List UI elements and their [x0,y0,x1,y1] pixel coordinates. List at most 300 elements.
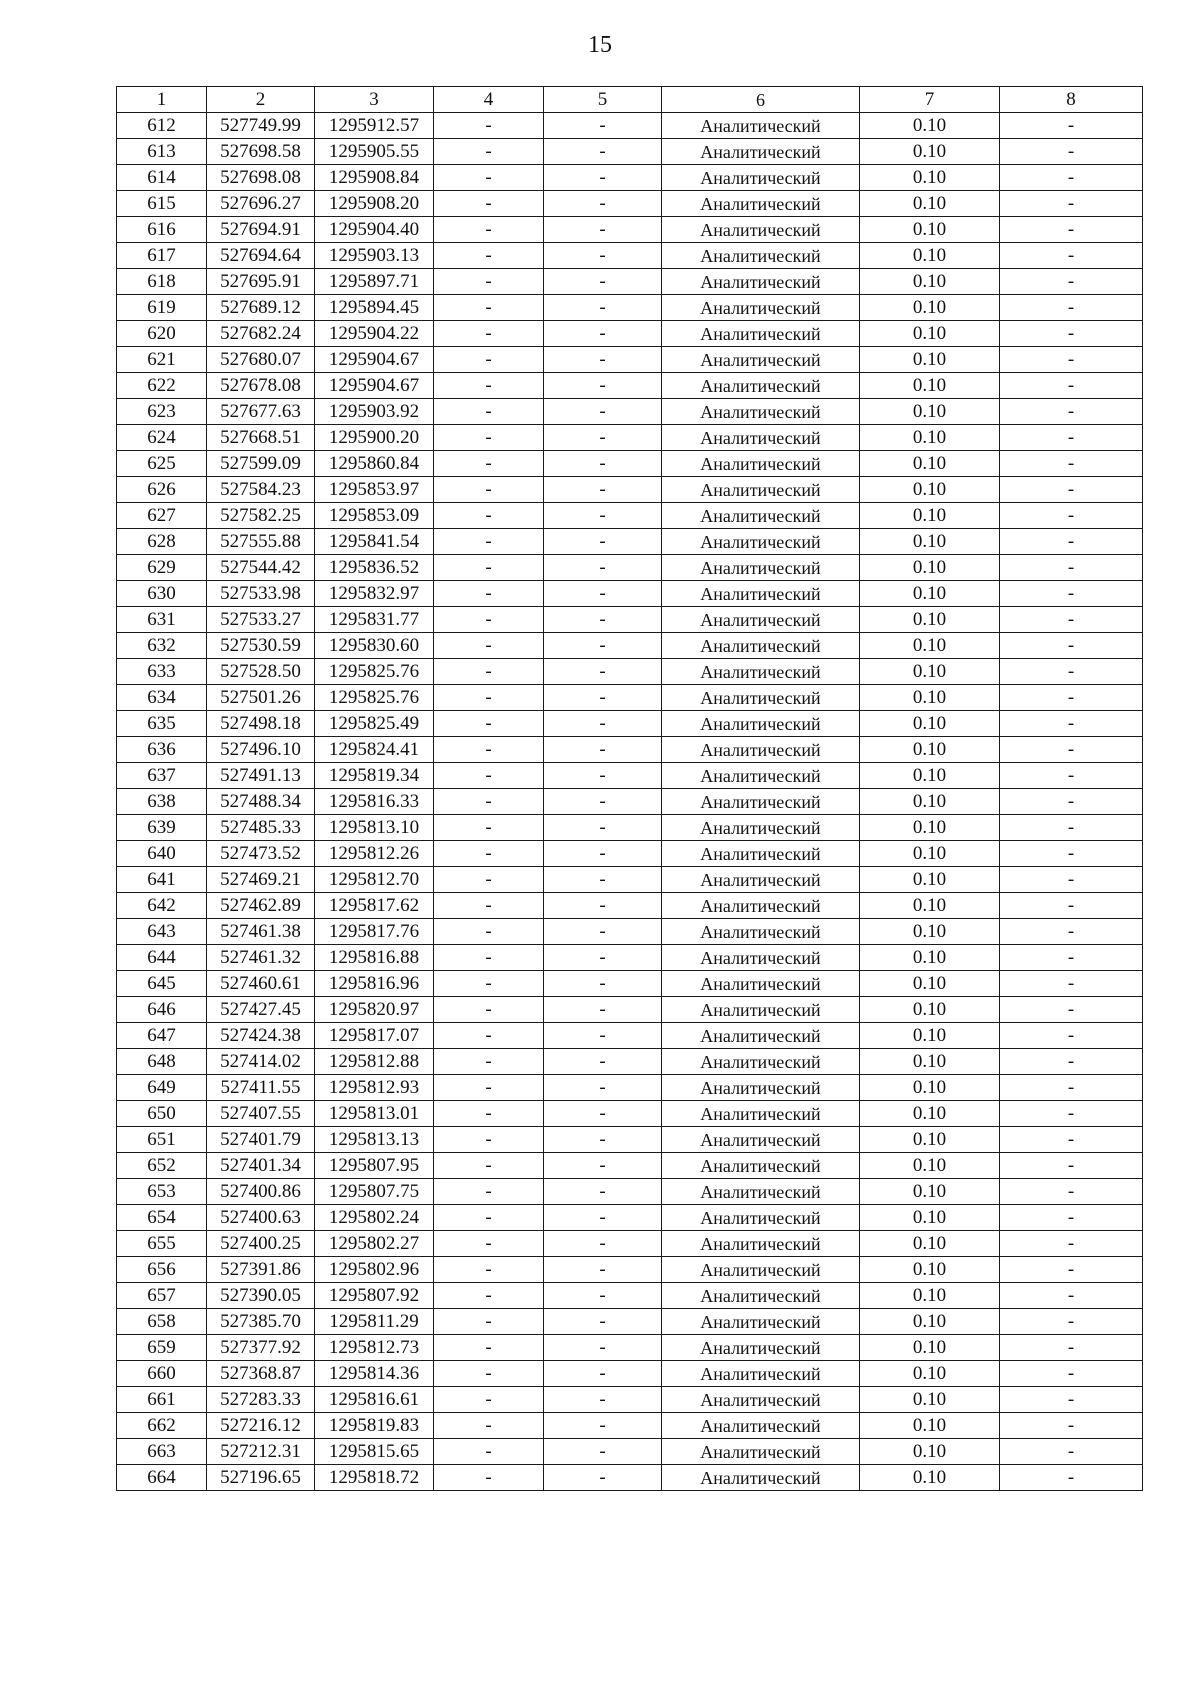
cell-column-8: - [1000,295,1143,321]
table-row [117,1465,1143,1491]
table-row [117,737,1143,763]
cell-coordinate-x: 2 [207,87,315,113]
cell-method: Аналитический [662,1361,860,1387]
table-row [117,1101,1143,1127]
cell-column-8: - [1000,815,1143,841]
table-row [117,607,1143,633]
cell-column-8: - [1000,503,1143,529]
table-row [117,1413,1143,1439]
cell-coordinate-x: 527544.42 [207,555,315,581]
cell-accuracy: 7 [860,87,1000,113]
cell-point-number: 663 [117,1439,207,1465]
cell-point-number: 626 [117,477,207,503]
cell-column-8: - [1000,529,1143,555]
cell-method: Аналитический [662,581,860,607]
cell-column-5: - [544,217,662,243]
cell-coordinate-y: 1295903.92 [315,399,434,425]
cell-column-4: - [434,1127,544,1153]
cell-point-number: 646 [117,997,207,1023]
cell-method: Аналитический [662,165,860,191]
cell-coordinate-y: 1295853.97 [315,477,434,503]
cell-column-8: - [1000,711,1143,737]
cell-column-8: 8 [1000,87,1143,113]
cell-coordinate-x: 527485.33 [207,815,315,841]
cell-method: Аналитический [662,321,860,347]
cell-accuracy: 0.10 [860,815,1000,841]
cell-column-5: - [544,243,662,269]
cell-accuracy: 0.10 [860,789,1000,815]
cell-coordinate-y: 1295903.13 [315,243,434,269]
table-row [117,1049,1143,1075]
cell-accuracy: 0.10 [860,581,1000,607]
cell-column-5: - [544,1205,662,1231]
cell-coordinate-x: 527695.91 [207,269,315,295]
cell-coordinate-y: 1295813.10 [315,815,434,841]
cell-accuracy: 0.10 [860,503,1000,529]
cell-column-5: - [544,1283,662,1309]
cell-method: Аналитический [662,269,860,295]
cell-point-number: 648 [117,1049,207,1075]
cell-column-4: - [434,1153,544,1179]
cell-column-5: - [544,269,662,295]
table-row [117,1283,1143,1309]
cell-column-5: - [544,1413,662,1439]
cell-column-8: - [1000,399,1143,425]
cell-coordinate-x: 527411.55 [207,1075,315,1101]
cell-method: Аналитический [662,1127,860,1153]
cell-column-5: - [544,477,662,503]
cell-method: Аналитический [662,1231,860,1257]
cell-column-8: - [1000,867,1143,893]
cell-coordinate-y: 1295824.41 [315,737,434,763]
cell-coordinate-y: 1295908.84 [315,165,434,191]
cell-coordinate-x: 527677.63 [207,399,315,425]
cell-coordinate-x: 527391.86 [207,1257,315,1283]
table-row [117,555,1143,581]
cell-coordinate-x: 527530.59 [207,633,315,659]
cell-column-8: - [1000,945,1143,971]
cell-accuracy: 0.10 [860,217,1000,243]
cell-method: Аналитический [662,633,860,659]
cell-point-number: 637 [117,763,207,789]
cell-column-8: - [1000,477,1143,503]
cell-accuracy: 0.10 [860,269,1000,295]
cell-coordinate-x: 527678.08 [207,373,315,399]
cell-column-4: - [434,893,544,919]
cell-column-4: - [434,321,544,347]
table-row [117,815,1143,841]
cell-accuracy: 0.10 [860,1127,1000,1153]
cell-column-5: - [544,815,662,841]
cell-method: Аналитический [662,607,860,633]
cell-column-8: - [1000,971,1143,997]
cell-column-8: - [1000,659,1143,685]
cell-coordinate-y: 1295813.13 [315,1127,434,1153]
cell-point-number: 653 [117,1179,207,1205]
cell-method: Аналитический [662,503,860,529]
cell-method: Аналитический [662,1049,860,1075]
cell-accuracy: 0.10 [860,919,1000,945]
table-row [117,711,1143,737]
cell-method: Аналитический [662,1179,860,1205]
cell-accuracy: 0.10 [860,633,1000,659]
table-row [117,113,1143,139]
cell-column-5: - [544,867,662,893]
table-row [117,893,1143,919]
cell-coordinate-y: 1295812.88 [315,1049,434,1075]
cell-coordinate-y: 1295904.67 [315,347,434,373]
cell-column-5: - [544,789,662,815]
cell-column-4: - [434,581,544,607]
table-header-row [117,87,1143,113]
cell-column-4: - [434,347,544,373]
cell-method: Аналитический [662,685,860,711]
page-number: 15 [588,32,612,58]
cell-column-5: - [544,425,662,451]
cell-coordinate-x: 527461.32 [207,945,315,971]
cell-column-4: - [434,815,544,841]
cell-method: Аналитический [662,737,860,763]
table-row [117,347,1143,373]
cell-column-5: - [544,1049,662,1075]
cell-column-5: - [544,633,662,659]
cell-coordinate-x: 527216.12 [207,1413,315,1439]
cell-column-5: - [544,1439,662,1465]
cell-column-8: - [1000,893,1143,919]
cell-coordinate-x: 527749.99 [207,113,315,139]
cell-column-5: - [544,1127,662,1153]
cell-column-5: - [544,555,662,581]
cell-accuracy: 0.10 [860,997,1000,1023]
cell-coordinate-x: 527469.21 [207,867,315,893]
table-row [117,217,1143,243]
cell-column-4: - [434,841,544,867]
cell-coordinate-x: 527400.63 [207,1205,315,1231]
table-row [117,503,1143,529]
cell-accuracy: 0.10 [860,477,1000,503]
cell-column-8: - [1000,373,1143,399]
table-row [117,191,1143,217]
table-row [117,399,1143,425]
table-row [117,425,1143,451]
table-row [117,1023,1143,1049]
cell-accuracy: 0.10 [860,1413,1000,1439]
cell-point-number: 634 [117,685,207,711]
cell-column-5: - [544,581,662,607]
cell-column-5: - [544,1335,662,1361]
cell-column-5: - [544,1231,662,1257]
cell-point-number: 658 [117,1309,207,1335]
cell-coordinate-x: 527668.51 [207,425,315,451]
cell-column-4: - [434,711,544,737]
cell-accuracy: 0.10 [860,425,1000,451]
cell-point-number: 638 [117,789,207,815]
cell-coordinate-y: 1295820.97 [315,997,434,1023]
cell-method: Аналитический [662,1023,860,1049]
cell-accuracy: 0.10 [860,893,1000,919]
cell-column-8: - [1000,1361,1143,1387]
table-row [117,945,1143,971]
cell-column-5: - [544,1309,662,1335]
cell-point-number: 649 [117,1075,207,1101]
cell-coordinate-x: 527377.92 [207,1335,315,1361]
cell-point-number: 662 [117,1413,207,1439]
cell-coordinate-y: 1295815.65 [315,1439,434,1465]
cell-accuracy: 0.10 [860,1205,1000,1231]
table-row [117,243,1143,269]
cell-column-4: - [434,1101,544,1127]
cell-column-5: - [544,347,662,373]
cell-coordinate-y: 1295807.92 [315,1283,434,1309]
table-row [117,139,1143,165]
cell-column-5: - [544,997,662,1023]
cell-column-5: - [544,399,662,425]
cell-accuracy: 0.10 [860,347,1000,373]
table-row [117,1335,1143,1361]
cell-column-5: - [544,685,662,711]
cell-column-8: - [1000,321,1143,347]
cell-accuracy: 0.10 [860,1257,1000,1283]
cell-column-5: - [544,113,662,139]
cell-accuracy: 0.10 [860,295,1000,321]
cell-coordinate-x: 527599.09 [207,451,315,477]
cell-column-4: - [434,997,544,1023]
cell-coordinate-y: 1295860.84 [315,451,434,477]
cell-column-8: - [1000,1335,1143,1361]
cell-accuracy: 0.10 [860,607,1000,633]
cell-coordinate-y: 1295812.93 [315,1075,434,1101]
cell-point-number: 622 [117,373,207,399]
table-row [117,841,1143,867]
cell-column-4: - [434,633,544,659]
cell-point-number: 643 [117,919,207,945]
cell-column-4: - [434,399,544,425]
cell-accuracy: 0.10 [860,1439,1000,1465]
cell-column-4: - [434,217,544,243]
cell-point-number: 640 [117,841,207,867]
cell-coordinate-y: 1295816.61 [315,1387,434,1413]
cell-column-5: - [544,711,662,737]
cell-column-4: - [434,1439,544,1465]
cell-column-5: - [544,529,662,555]
cell-column-5: - [544,165,662,191]
cell-column-8: - [1000,841,1143,867]
cell-point-number: 655 [117,1231,207,1257]
cell-column-5: - [544,451,662,477]
cell-point-number: 623 [117,399,207,425]
table-row [117,165,1143,191]
cell-point-number: 618 [117,269,207,295]
cell-column-4: - [434,1205,544,1231]
table-row [117,1361,1143,1387]
cell-column-5: - [544,139,662,165]
cell-column-8: - [1000,1257,1143,1283]
cell-column-8: - [1000,1101,1143,1127]
cell-method: Аналитический [662,243,860,269]
cell-column-4: - [434,1309,544,1335]
table-row [117,1257,1143,1283]
cell-column-4: - [434,763,544,789]
cell-column-5: - [544,321,662,347]
cell-method: Аналитический [662,815,860,841]
cell-column-4: - [434,295,544,321]
cell-point-number: 615 [117,191,207,217]
cell-accuracy: 0.10 [860,1361,1000,1387]
cell-column-4: - [434,1049,544,1075]
cell-accuracy: 0.10 [860,1179,1000,1205]
cell-column-4: - [434,477,544,503]
table-row [117,685,1143,711]
cell-method: Аналитический [662,1465,860,1491]
cell-column-8: - [1000,113,1143,139]
cell-column-4: - [434,867,544,893]
cell-column-4: - [434,1283,544,1309]
cell-column-8: - [1000,1387,1143,1413]
cell-method: Аналитический [662,919,860,945]
table-row [117,477,1143,503]
cell-coordinate-x: 527582.25 [207,503,315,529]
cell-point-number: 633 [117,659,207,685]
cell-column-4: - [434,555,544,581]
cell-method: Аналитический [662,295,860,321]
cell-coordinate-y: 1295900.20 [315,425,434,451]
cell-method: Аналитический [662,1387,860,1413]
cell-column-5: - [544,1101,662,1127]
cell-method: Аналитический [662,1283,860,1309]
cell-accuracy: 0.10 [860,867,1000,893]
cell-point-number: 621 [117,347,207,373]
cell-accuracy: 0.10 [860,1465,1000,1491]
cell-coordinate-y: 1295814.36 [315,1361,434,1387]
cell-method: Аналитический [662,841,860,867]
cell-column-4: - [434,919,544,945]
cell-coordinate-x: 527414.02 [207,1049,315,1075]
cell-column-8: - [1000,581,1143,607]
cell-accuracy: 0.10 [860,139,1000,165]
cell-column-4: - [434,1231,544,1257]
cell-column-8: - [1000,1439,1143,1465]
table-row [117,1153,1143,1179]
cell-accuracy: 0.10 [860,1309,1000,1335]
cell-coordinate-y: 1295816.33 [315,789,434,815]
table-row [117,633,1143,659]
cell-column-4: - [434,685,544,711]
cell-column-8: - [1000,1465,1143,1491]
cell-column-8: - [1000,191,1143,217]
cell-point-number: 647 [117,1023,207,1049]
cell-column-4: - [434,945,544,971]
cell-coordinate-x: 527682.24 [207,321,315,347]
cell-accuracy: 0.10 [860,1231,1000,1257]
cell-accuracy: 0.10 [860,1101,1000,1127]
cell-point-number: 627 [117,503,207,529]
cell-accuracy: 0.10 [860,1335,1000,1361]
cell-column-8: - [1000,1413,1143,1439]
cell-column-5: - [544,607,662,633]
cell-coordinate-x: 527698.08 [207,165,315,191]
cell-column-5: - [544,945,662,971]
cell-coordinate-y: 1295904.40 [315,217,434,243]
cell-coordinate-y: 1295819.83 [315,1413,434,1439]
table-row [117,867,1143,893]
cell-method: Аналитический [662,1413,860,1439]
cell-point-number: 641 [117,867,207,893]
cell-point-number: 613 [117,139,207,165]
cell-coordinate-x: 527689.12 [207,295,315,321]
cell-point-number: 654 [117,1205,207,1231]
cell-point-number: 639 [117,815,207,841]
cell-point-number: 657 [117,1283,207,1309]
cell-coordinate-x: 527584.23 [207,477,315,503]
cell-point-number: 661 [117,1387,207,1413]
cell-column-8: - [1000,737,1143,763]
cell-coordinate-y: 1295817.07 [315,1023,434,1049]
cell-column-4: - [434,1387,544,1413]
cell-coordinate-x: 527680.07 [207,347,315,373]
cell-point-number: 632 [117,633,207,659]
cell-column-8: - [1000,997,1143,1023]
cell-coordinate-x: 527473.52 [207,841,315,867]
cell-coordinate-y: 1295818.72 [315,1465,434,1491]
cell-method: Аналитический [662,347,860,373]
cell-method: Аналитический [662,191,860,217]
table-row [117,763,1143,789]
table-row [117,269,1143,295]
cell-column-4: - [434,425,544,451]
cell-coordinate-y: 1295825.76 [315,685,434,711]
cell-column-8: - [1000,217,1143,243]
table-row [117,295,1143,321]
cell-coordinate-y: 1295807.75 [315,1179,434,1205]
cell-method: Аналитический [662,451,860,477]
cell-coordinate-y: 3 [315,87,434,113]
cell-point-number: 651 [117,1127,207,1153]
coordinates-table [116,86,1143,1491]
cell-method: Аналитический [662,1205,860,1231]
cell-coordinate-y: 1295905.55 [315,139,434,165]
cell-point-number: 659 [117,1335,207,1361]
cell-coordinate-x: 527694.91 [207,217,315,243]
cell-method: Аналитический [662,399,860,425]
cell-point-number: 625 [117,451,207,477]
cell-column-8: - [1000,139,1143,165]
cell-column-8: - [1000,789,1143,815]
cell-coordinate-x: 527400.25 [207,1231,315,1257]
cell-coordinate-y: 1295816.88 [315,945,434,971]
cell-column-5: - [544,1023,662,1049]
cell-point-number: 631 [117,607,207,633]
cell-coordinate-x: 527390.05 [207,1283,315,1309]
cell-method: Аналитический [662,1309,860,1335]
cell-coordinate-x: 527498.18 [207,711,315,737]
cell-accuracy: 0.10 [860,165,1000,191]
cell-column-8: - [1000,425,1143,451]
cell-method: Аналитический [662,867,860,893]
cell-point-number: 636 [117,737,207,763]
cell-coordinate-x: 527401.79 [207,1127,315,1153]
cell-column-5: 5 [544,87,662,113]
cell-coordinate-y: 1295812.70 [315,867,434,893]
cell-accuracy: 0.10 [860,971,1000,997]
table-row [117,997,1143,1023]
cell-accuracy: 0.10 [860,1387,1000,1413]
cell-column-5: - [544,1153,662,1179]
cell-method: Аналитический [662,555,860,581]
cell-method: Аналитический [662,711,860,737]
cell-column-4: - [434,503,544,529]
cell-column-4: 4 [434,87,544,113]
cell-point-number: 624 [117,425,207,451]
